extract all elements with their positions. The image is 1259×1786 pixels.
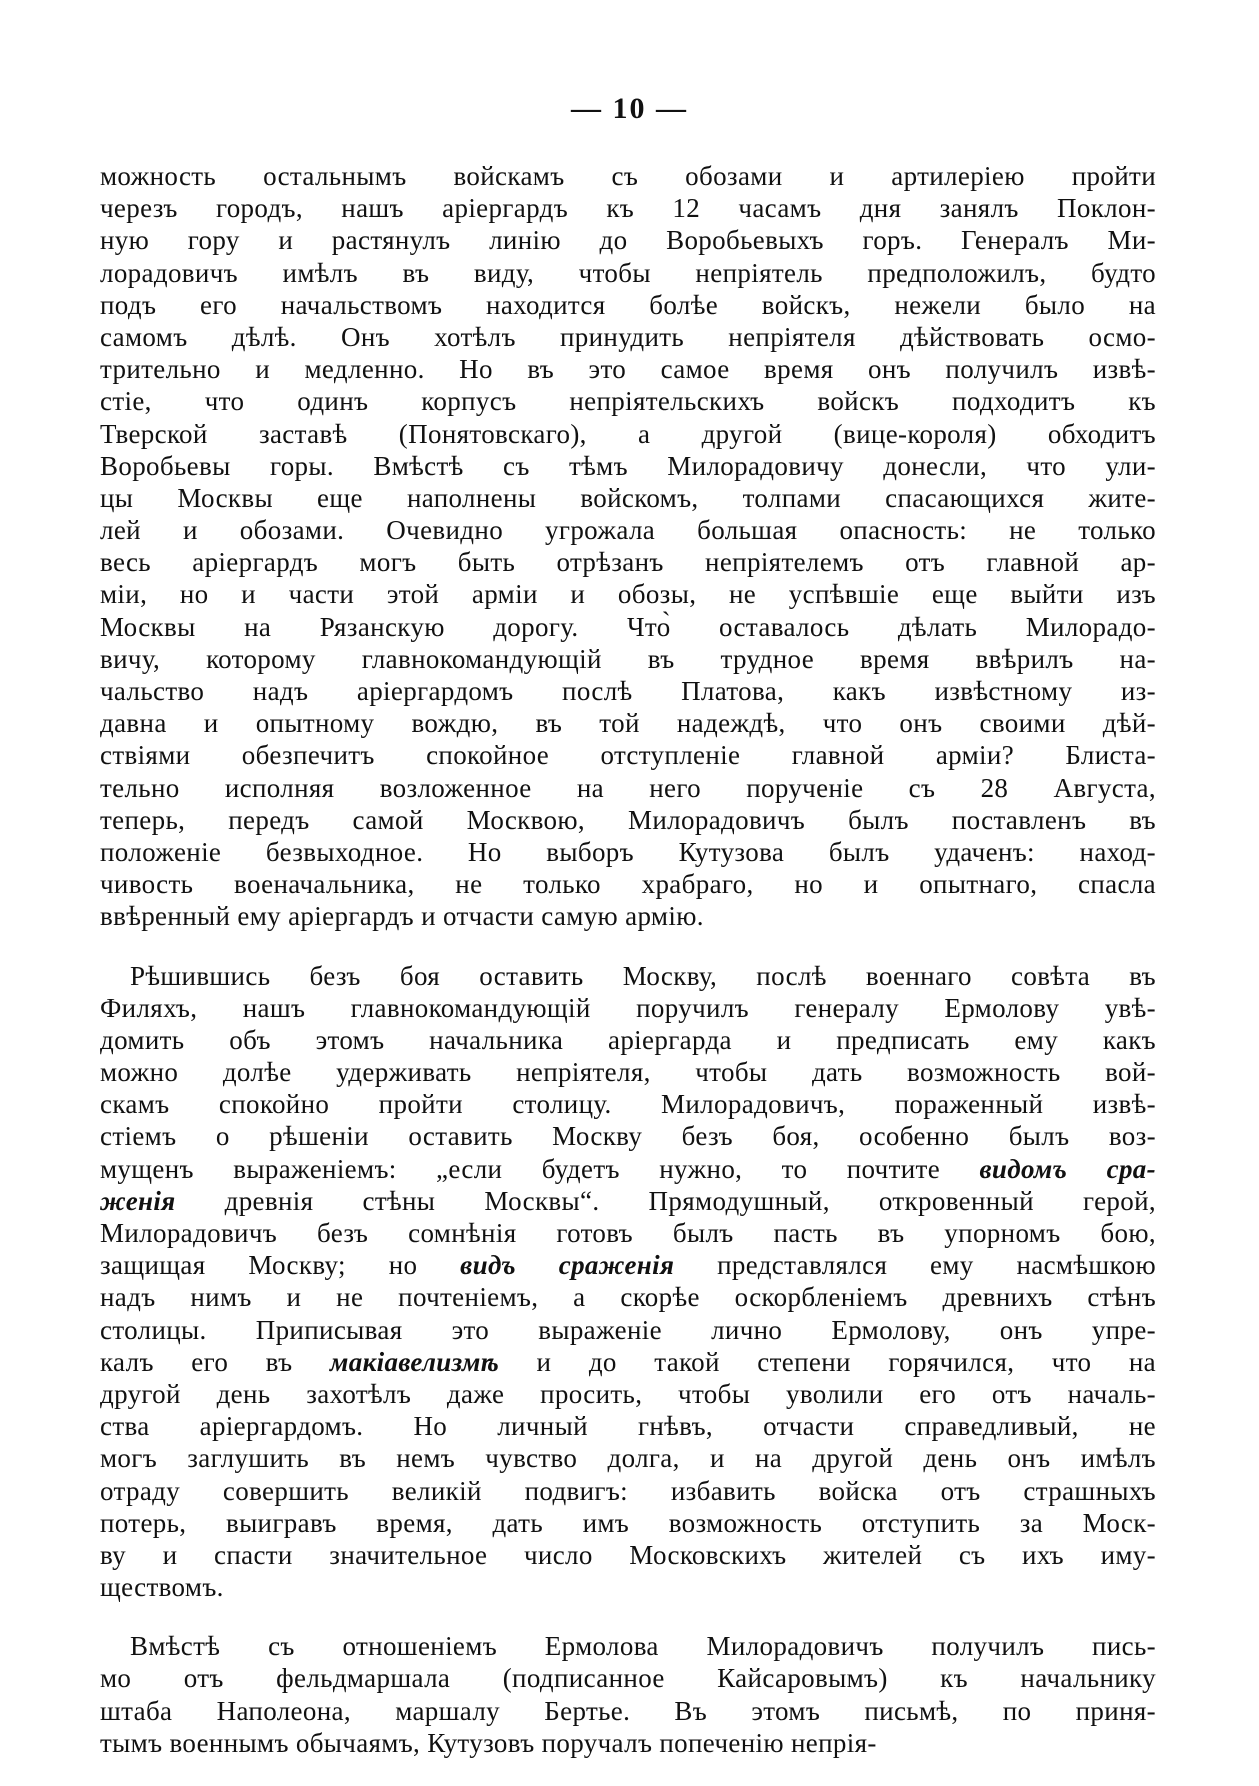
text-line bbox=[100, 1727, 1156, 1759]
text-line bbox=[100, 353, 1156, 385]
text-line bbox=[100, 1539, 1156, 1571]
text-line bbox=[100, 321, 1156, 353]
text-run: положеніе безвыходное. Но выборъ Кутузова былъ удаченъ: наход- bbox=[100, 836, 1156, 867]
text-run: ствіями обезпечитъ спокойное отступленіе главной арміи? Блиста- bbox=[100, 740, 1156, 771]
text-run: представлялся ему насмѣшкою bbox=[674, 1250, 1156, 1281]
text-line bbox=[100, 868, 1156, 900]
text-run: ществомъ. bbox=[100, 1572, 224, 1603]
text-line bbox=[100, 772, 1156, 804]
text-line bbox=[100, 900, 1156, 932]
text-run: ввѣренный ему аріергардъ и отчасти самую армію. bbox=[100, 901, 704, 932]
text-run: Милорадовичъ безъ сомнѣнія готовъ былъ пасть въ упорномъ бою, bbox=[100, 1218, 1156, 1248]
text-run: мущенъ выраженіемъ: „если будетъ нужно, то почтите bbox=[100, 1153, 980, 1184]
italic-phrase: женія bbox=[100, 1185, 176, 1216]
paragraph bbox=[100, 160, 1156, 933]
text-run: лорадовичъ имѣлъ въ виду, чтобы непріятель предположилъ, будто bbox=[100, 257, 1156, 288]
italic-phrase: видъ сраженія bbox=[460, 1250, 675, 1281]
text-run: древнія стѣны Москвы“. Прямодушный, откровенный герой, bbox=[175, 1185, 1156, 1216]
text-line bbox=[100, 224, 1156, 256]
text-run: чивость военачальника, не только храбраго, но и опытнаго, спасла bbox=[100, 869, 1156, 900]
text-run: стіемъ о рѣшеніи оставить Москву безъ боя, особенно былъ воз- bbox=[100, 1121, 1156, 1152]
text-line bbox=[100, 546, 1156, 578]
text-run: могъ заглушить въ немъ чувство долга, и на другой день онъ имѣлъ bbox=[100, 1443, 1156, 1474]
text-line bbox=[100, 1630, 1156, 1662]
text-line bbox=[100, 1378, 1156, 1410]
text-run: лей и обозами. Очевидно угрожала большая опасность: не только bbox=[100, 515, 1156, 546]
text-line bbox=[100, 1185, 1156, 1217]
text-line bbox=[100, 1088, 1156, 1120]
italic-phrase: видомъ сра- bbox=[979, 1153, 1156, 1184]
text-line bbox=[100, 739, 1156, 771]
text-line bbox=[100, 1442, 1156, 1474]
text-run: защищая Москву; но bbox=[100, 1250, 461, 1281]
text-line bbox=[100, 450, 1156, 482]
text-line bbox=[100, 1346, 1156, 1378]
text-run: потерь, выигравъ время, дать имъ возможность отступить за Моск- bbox=[100, 1507, 1156, 1538]
text-run: Вмѣстѣ съ отношеніемъ Ермолова Милорадовичъ получилъ пись- bbox=[130, 1631, 1156, 1662]
text-run: вичу, которому главнокомандующій въ трудное время ввѣрилъ на- bbox=[100, 643, 1156, 674]
text-run: отраду совершить великій подвигъ: избавить войска отъ страшныхъ bbox=[100, 1475, 1156, 1506]
text-run: и до такой степени горячился, что на bbox=[499, 1346, 1156, 1377]
text-line bbox=[100, 1024, 1156, 1056]
text-run: калъ его въ bbox=[100, 1346, 330, 1377]
text-line bbox=[100, 385, 1156, 417]
text-run: чальство надъ аріергардомъ послѣ Платова, какъ извѣстному из- bbox=[100, 676, 1156, 706]
text-run: тельно исполняя возложенное на него порученіе съ 28 Августа, bbox=[100, 772, 1156, 803]
text-line bbox=[100, 578, 1156, 610]
italic-phrase: макіавелизмѣ bbox=[329, 1346, 500, 1377]
text-line bbox=[100, 418, 1156, 450]
text-line bbox=[100, 1120, 1156, 1152]
text-line bbox=[100, 192, 1156, 224]
text-line bbox=[100, 289, 1156, 321]
text-run: Тверской заставѣ (Понятовскаго), а другой (вице-короля) обходитъ bbox=[100, 418, 1156, 449]
text-body bbox=[100, 160, 1156, 1786]
text-run: Филяхъ, нашъ главнокомандующій поручилъ генералу Ермолову увѣ- bbox=[100, 992, 1156, 1023]
text-run: ную гору и растянулъ линію до Воробьевыхъ горъ. Генералъ Ми- bbox=[100, 225, 1156, 256]
text-line bbox=[100, 707, 1156, 739]
text-line bbox=[100, 1281, 1156, 1313]
paragraph bbox=[100, 960, 1156, 1604]
text-run: весь аріергардъ могъ быть отрѣзанъ непріятелемъ отъ главной ар- bbox=[100, 547, 1156, 578]
text-line bbox=[100, 1249, 1156, 1281]
text-run: міи, но и части этой арміи и обозы, не успѣвшіе еще выйти изъ bbox=[100, 579, 1156, 610]
paragraph bbox=[100, 1630, 1156, 1759]
text-line bbox=[100, 643, 1156, 675]
text-run: подъ его начальствомъ находится болѣе войскъ, нежели было на bbox=[100, 289, 1156, 320]
text-line bbox=[100, 257, 1156, 289]
text-run: теперь, передъ самой Москвою, Милорадовичъ былъ поставленъ въ bbox=[100, 804, 1156, 835]
text-run: надъ нимъ и не почтеніемъ, а скорѣе оскорбленіемъ древнихъ стѣнъ bbox=[100, 1282, 1156, 1313]
text-line bbox=[100, 1314, 1156, 1346]
text-line bbox=[100, 482, 1156, 514]
text-run: цы Москвы еще наполнены войскомъ, толпами спасающихся жите- bbox=[100, 482, 1156, 513]
text-line bbox=[100, 1056, 1156, 1088]
text-line bbox=[100, 675, 1156, 707]
text-line bbox=[100, 1662, 1156, 1694]
text-line bbox=[100, 1217, 1156, 1249]
text-run: Москвы на Рязанскую дорогу. Что̀ оставалось дѣлать Милорадо- bbox=[100, 611, 1156, 642]
text-run: черезъ городъ, нашъ аріергардъ къ 12 часамъ дня занялъ Поклон- bbox=[100, 193, 1156, 224]
text-line bbox=[100, 514, 1156, 546]
text-line bbox=[100, 804, 1156, 836]
text-line bbox=[100, 1475, 1156, 1507]
text-line bbox=[100, 992, 1156, 1024]
text-run: столицы. Приписывая это выраженіе лично Ермолову, онъ упре- bbox=[100, 1314, 1156, 1345]
text-line bbox=[100, 960, 1156, 992]
text-run: стіе, что одинъ корпусъ непріятельскихъ войскъ подходитъ къ bbox=[100, 386, 1156, 417]
text-run: другой день захотѣлъ даже просить, чтобы уволили его отъ началь- bbox=[100, 1378, 1156, 1409]
text-run: ву и спасти значительное число Московскихъ жителей съ ихъ иму- bbox=[100, 1539, 1156, 1570]
text-line bbox=[100, 611, 1156, 643]
text-run: ства аріергардомъ. Но личный гнѣвъ, отчасти справедливый, не bbox=[100, 1411, 1156, 1442]
page-number: — 10 — bbox=[571, 92, 688, 125]
text-line bbox=[100, 1695, 1156, 1727]
text-run: можно долѣе удерживать непріятеля, чтобы дать возможность вой- bbox=[100, 1057, 1156, 1088]
text-line bbox=[100, 1153, 1156, 1185]
text-run: штаба Наполеона, маршалу Бертье. Въ этомъ письмѣ, по приня- bbox=[100, 1695, 1156, 1726]
text-run: тымъ военнымъ обычаямъ, Кутузовъ поручалъ попеченію непрія- bbox=[100, 1727, 877, 1758]
text-line bbox=[100, 160, 1156, 192]
text-run: скамъ спокойно пройти столицу. Милорадовичъ, пораженный извѣ- bbox=[100, 1089, 1156, 1120]
text-run: можность остальнымъ войскамъ съ обозами и артилеріею пройти bbox=[100, 161, 1156, 191]
text-run: Рѣшившись безъ боя оставить Москву, послѣ военнаго совѣта въ bbox=[130, 960, 1156, 991]
text-line bbox=[100, 836, 1156, 868]
text-run: самомъ дѣлѣ. Онъ хотѣлъ принудить непріятеля дѣйствовать осмо- bbox=[100, 321, 1156, 352]
text-run: Воробьевы горы. Вмѣстѣ съ тѣмъ Милорадовичу донесли, что ули- bbox=[100, 450, 1156, 481]
text-run: домить объ этомъ начальника аріергарда и предписать ему какъ bbox=[100, 1024, 1156, 1055]
text-run: трительно и медленно. Но въ это самое время онъ получилъ извѣ- bbox=[100, 354, 1156, 385]
text-line bbox=[100, 1410, 1156, 1442]
text-run: давна и опытному вождю, въ той надеждѣ, что онъ своими дѣй- bbox=[100, 708, 1156, 739]
text-line bbox=[100, 1507, 1156, 1539]
text-run: мо отъ фельдмаршала (подписанное Кайсаровымъ) къ начальнику bbox=[100, 1663, 1156, 1694]
text-line bbox=[100, 1571, 1156, 1603]
